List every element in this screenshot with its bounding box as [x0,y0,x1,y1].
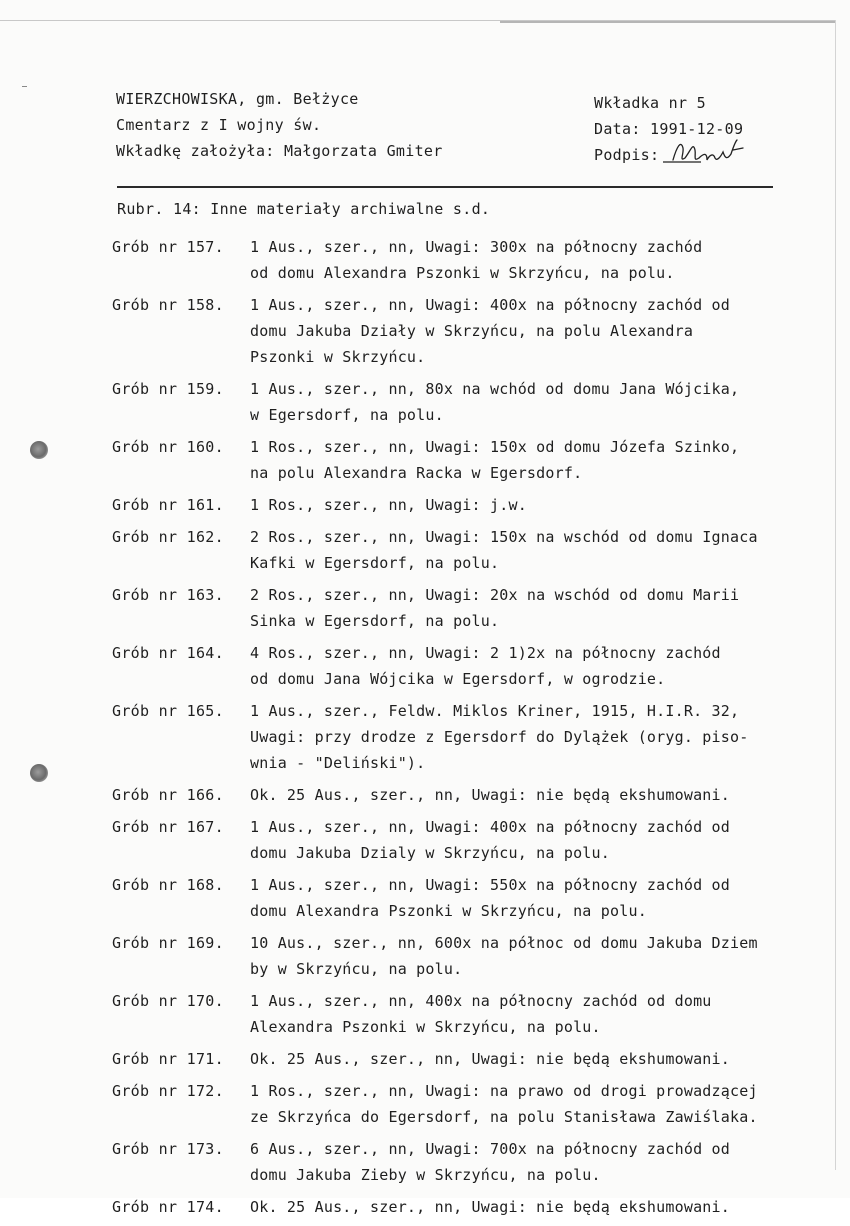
grave-number: Grób nr 159. [112,380,224,398]
grave-entry [112,814,832,866]
grave-number: Grób nr 160. [112,438,224,456]
date-line: Data: 1991-12-09 [594,120,744,138]
grave-entry [112,930,832,982]
grave-number: Grób nr 167. [112,818,224,836]
sheet-right-edge [835,20,836,1170]
grave-number: Grób nr 161. [112,496,224,514]
grave-entry [112,640,832,692]
header-right [594,90,771,168]
grave-number: Grób nr 170. [112,992,224,1010]
margin-mark [22,86,27,87]
grave-description: 4 Ros., szer., nn, Uwagi: 2 1)2x na północny zachód od domu Jana Wójcika w Egersdorf, w ogrodzie. [250,644,721,688]
grave-number: Grób nr 173. [112,1140,224,1158]
grave-entries-list [112,234,832,1226]
insert-number: Wkładka nr 5 [594,94,706,112]
grave-number: Grób nr 168. [112,876,224,894]
grave-entry [112,292,832,370]
grave-number: Grób nr 174. [112,1198,224,1216]
header-divider [117,186,773,188]
grave-description: 1 Ros., szer., nn, Uwagi: 150x od domu Józefa Szinko, na polu Alexandra Racka w Egersdorf. [250,438,740,482]
grave-entry [112,698,832,776]
grave-number: Grób nr 166. [112,786,224,804]
grave-description: 1 Aus., szer., Feldw. Miklos Kriner, 1915, H.I.R. 32, Uwagi: przy drodze z Egersdorf do Dylążek (oryg. piso- wnia - "Deliński"). [250,702,749,772]
header-author: Wkładkę założyła: Małgorzata Gmiter [116,142,443,160]
grave-entry [112,1078,832,1130]
grave-description: 6 Aus., szer., nn, Uwagi: 700x na północny zachód od domu Jakuba Zieby w Skrzyńcu, na polu. [250,1140,730,1184]
grave-description: Ok. 25 Aus., szer., nn, Uwagi: nie będą ekshumowani. [250,1198,730,1216]
grave-description: 1 Ros., szer., nn, Uwagi: j.w. [250,496,527,514]
grave-entry [112,988,832,1040]
sheet-top-edge-shadow [500,21,835,23]
grave-entry [112,1046,832,1072]
grave-number: Grób nr 164. [112,644,224,662]
punch-hole [30,764,48,782]
punch-hole [30,441,48,459]
grave-description: 1 Aus., szer., nn, 80x na wchód od domu Jana Wójcika, w Egersdorf, na polu. [250,380,740,424]
header-left [116,86,443,164]
grave-description: 1 Aus., szer., nn, 400x na północny zachód od domu Alexandra Pszonki w Skrzyńcu, na polu. [250,992,712,1036]
grave-entry [112,376,832,428]
grave-number: Grób nr 171. [112,1050,224,1068]
signature-label: Podpis: [594,146,660,164]
handwritten-signature [661,136,771,168]
grave-entry [112,492,832,518]
header-location: WIERZCHOWISKA, gm. Bełżyce [116,90,359,108]
grave-entry [112,582,832,634]
grave-description: 1 Aus., szer., nn, Uwagi: 400x na północny zachód od domu Jakuba Działy w Skrzyńcu, na polu Alexandra Pszonki w Skrzyńcu. [250,296,730,366]
grave-entry [112,872,832,924]
grave-number: Grób nr 162. [112,528,224,546]
grave-description: 10 Aus., szer., nn, 600x na północ od domu Jakuba Dziem by w Skrzyńcu, na polu. [250,934,758,978]
grave-description: Ok. 25 Aus., szer., nn, Uwagi: nie będą ekshumowani. [250,786,730,804]
signature-row [594,142,771,168]
grave-description: 1 Aus., szer., nn, Uwagi: 550x na północny zachód od domu Alexandra Pszonki w Skrzyńcu, na polu. [250,876,730,920]
grave-number: Grób nr 157. [112,238,224,256]
header-cemetery: Cmentarz z I wojny św. [116,116,322,134]
grave-entry [112,1136,832,1188]
grave-entry [112,434,832,486]
grave-number: Grób nr 172. [112,1082,224,1100]
grave-description: 2 Ros., szer., nn, Uwagi: 20x na wschód od domu Marii Sinka w Egersdorf, na polu. [250,586,740,630]
grave-description: 1 Aus., szer., nn, Uwagi: 400x na północny zachód od domu Jakuba Dzialy w Skrzyńcu, na polu. [250,818,730,862]
grave-number: Grób nr 163. [112,586,224,604]
grave-number: Grób nr 165. [112,702,224,720]
grave-entry [112,782,832,808]
grave-entry [112,234,832,286]
section-heading: Rubr. 14: Inne materiały archiwalne s.d. [117,200,491,218]
grave-entry [112,524,832,576]
grave-description: 1 Ros., szer., nn, Uwagi: na prawo od drogi prowadzącej ze Skrzyńca do Egersdorf, na polu Stanisława Zawiślaka. [250,1082,758,1126]
grave-description: Ok. 25 Aus., szer., nn, Uwagi: nie będą ekshumowani. [250,1050,730,1068]
grave-number: Grób nr 169. [112,934,224,952]
grave-description: 2 Ros., szer., nn, Uwagi: 150x na wschód od domu Ignaca Kafki w Egersdorf, na polu. [250,528,758,572]
grave-description: 1 Aus., szer., nn, Uwagi: 300x na północny zachód od domu Alexandra Pszonki w Skrzyńcu, na polu. [250,238,703,282]
grave-number: Grób nr 158. [112,296,224,314]
